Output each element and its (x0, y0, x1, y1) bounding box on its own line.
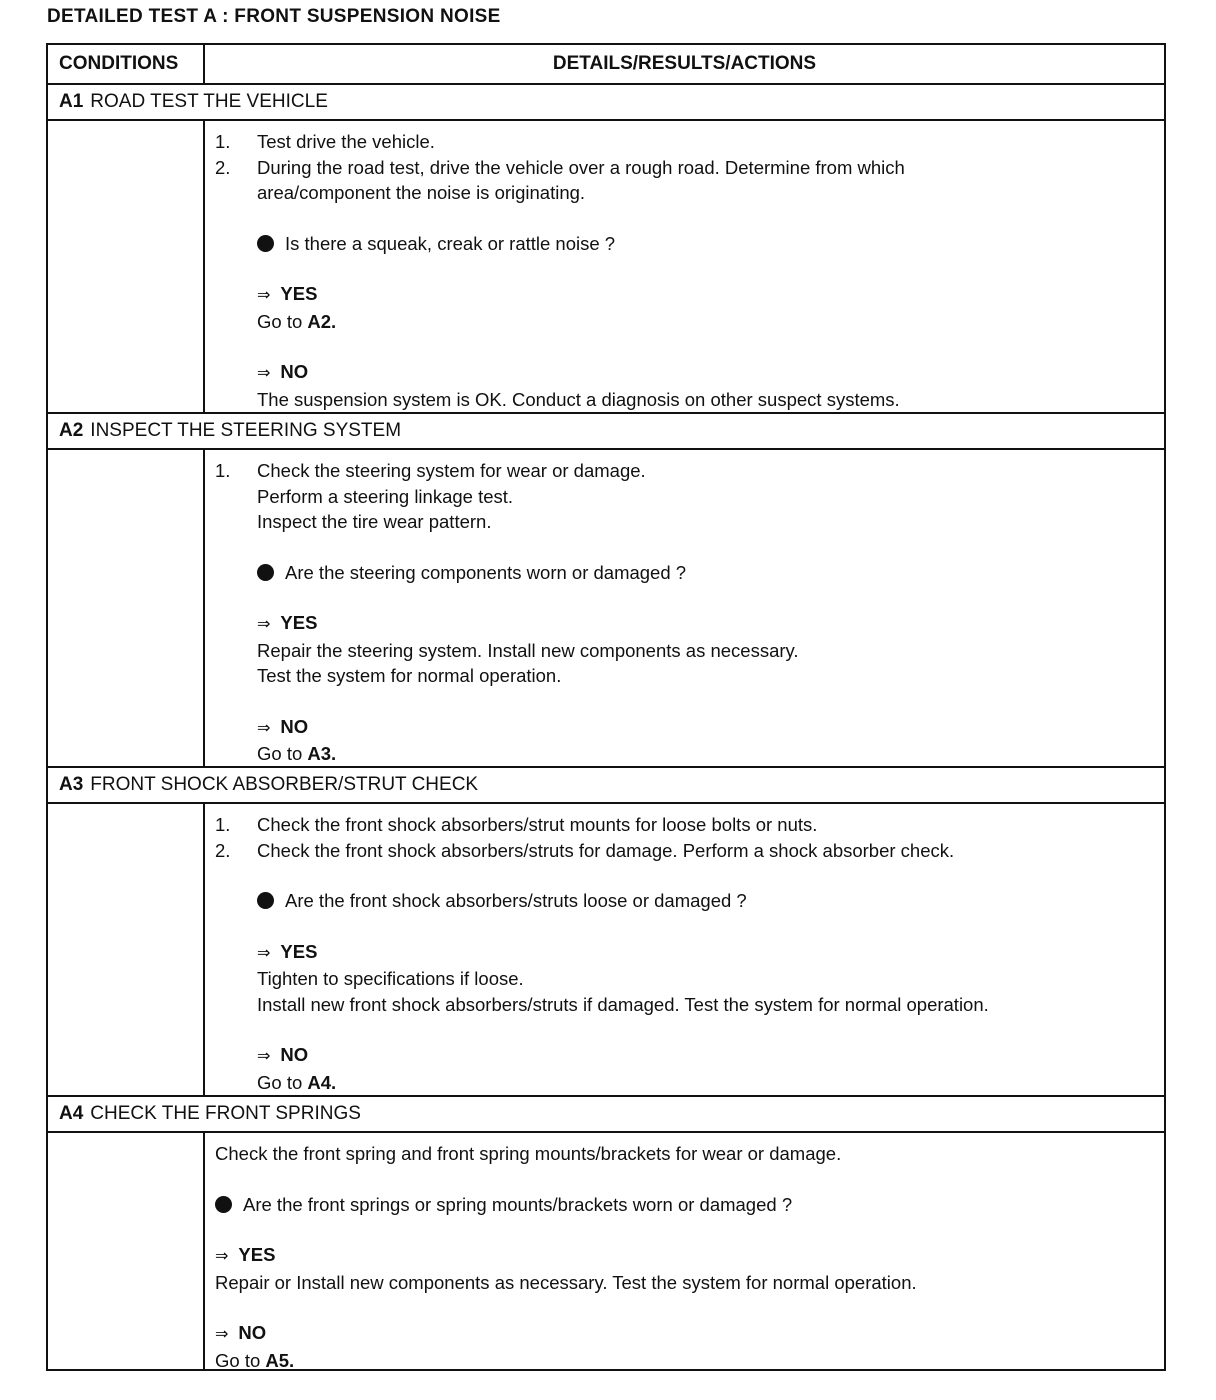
section-a4-body (48, 1133, 1164, 1369)
section-a1-title (48, 85, 1164, 121)
no-action: Go to A5. (215, 1349, 295, 1371)
question (215, 560, 1154, 586)
question-text: Are the steering components worn or damaged ? (285, 561, 687, 583)
conditions-cell (48, 450, 205, 766)
yes-action: Tighten to specifications if loose. Install new front shock absorbers/struts if damaged. Test the system for normal operation. (257, 968, 989, 1015)
arrow-right-icon: ⇒ (257, 944, 271, 962)
question-text: Is there a squeak, creak or rattle noise ? (285, 232, 616, 254)
intro-text: Check the front spring and front spring mounts/brackets for wear or damage. (215, 1143, 842, 1164)
arrow-right-icon: ⇒ (257, 719, 271, 737)
details-cell (205, 450, 1164, 766)
arrow-right-icon: ⇒ (257, 1048, 271, 1065)
next-step-ref: A2. (307, 310, 337, 332)
section-code: A3 (59, 774, 84, 795)
section-code: A4 (59, 1103, 84, 1124)
step-text: During the road test, drive the vehicle over a rough road. Determine from which area/component the noise is originating. (257, 156, 905, 203)
step-number: 1. (215, 814, 231, 835)
step-item (215, 458, 1154, 535)
step-item (215, 812, 1154, 838)
question (215, 1192, 1154, 1218)
step-text: Test drive the vehicle. (257, 131, 435, 152)
no-label: ⇒ NO (257, 1044, 309, 1065)
yes-label: ⇒ YES (215, 1244, 276, 1265)
yes-label: ⇒ YES (257, 283, 318, 304)
next-step-ref: A4. (307, 1071, 337, 1093)
next-step-ref: A3. (307, 743, 337, 764)
step-text: Check the front shock absorbers/strut mounts for loose bolts or nuts. (257, 814, 818, 835)
step-text: Check the steering system for wear or damage. Perform a steering linkage test. Inspect the tire wear pattern. (257, 460, 646, 532)
no-label: ⇒ NO (257, 715, 309, 737)
section-a2-body (48, 450, 1164, 768)
yes-action: Go to A2. (257, 310, 337, 332)
section-code: A2 (59, 420, 84, 441)
section-a3-title (48, 768, 1164, 804)
yes-action: Repair or Install new components as necessary. Test the system for normal operation. (215, 1271, 917, 1293)
section-heading: FRONT SHOCK ABSORBER/STRUT CHECK (90, 774, 479, 795)
step-number: 1. (215, 460, 231, 481)
details-cell (205, 121, 1164, 412)
section-heading: ROAD TEST THE VEHICLE (90, 91, 328, 112)
section-a4-title (48, 1097, 1164, 1133)
step-text: Check the front shock absorbers/struts for damage. Perform a shock absorber check. (257, 839, 955, 861)
conditions-cell (48, 804, 205, 1095)
bullet-icon (257, 564, 274, 581)
step-item (215, 838, 1154, 864)
no-action: The suspension system is OK. Conduct a diagnosis on other suspect systems. (257, 388, 900, 410)
details-cell (205, 804, 1164, 1095)
bullet-icon (257, 892, 274, 909)
step-number: 2. (215, 156, 231, 178)
yes-label: ⇒ YES (257, 940, 318, 962)
question (215, 231, 1154, 257)
arrow-right-icon: ⇒ (257, 287, 271, 304)
conditions-cell (48, 121, 205, 412)
header-conditions: CONDITIONS (48, 45, 205, 83)
bullet-icon (215, 1196, 232, 1213)
section-heading: CHECK THE FRONT SPRINGS (90, 1103, 361, 1124)
yes-label: ⇒ YES (257, 612, 318, 633)
question (215, 888, 1154, 914)
question-text: Are the front springs or spring mounts/brackets worn or damaged ? (243, 1193, 793, 1215)
step-item (215, 155, 1154, 206)
arrow-right-icon: ⇒ (257, 616, 271, 633)
no-action: Go to A3. (257, 743, 337, 764)
step-item (215, 129, 1154, 155)
arrow-right-icon: ⇒ (215, 1326, 229, 1343)
question-text: Are the front shock absorbers/struts loose or damaged ? (285, 890, 747, 911)
arrow-right-icon: ⇒ (215, 1248, 229, 1265)
step-number: 1. (215, 131, 231, 152)
table-header (48, 45, 1164, 85)
diagnostic-table (46, 43, 1166, 1371)
step-number: 2. (215, 839, 231, 861)
no-label: ⇒ NO (257, 361, 309, 382)
section-heading: INSPECT THE STEERING SYSTEM (90, 420, 402, 441)
bullet-icon (257, 235, 274, 252)
no-label: ⇒ NO (215, 1322, 267, 1343)
next-step-ref: A5. (265, 1349, 295, 1371)
header-details: DETAILS/RESULTS/ACTIONS (552, 53, 817, 74)
no-action: Go to A4. (257, 1071, 337, 1093)
arrow-right-icon: ⇒ (257, 365, 271, 382)
document-title: DETAILED TEST A : FRONT SUSPENSION NOISE (47, 6, 501, 27)
yes-action: Repair the steering system. Install new components as necessary. Test the system for normal operation. (257, 639, 799, 686)
section-a3-body (48, 804, 1164, 1097)
conditions-cell (48, 1133, 205, 1369)
section-a1-body (48, 121, 1164, 414)
section-code: A1 (59, 91, 84, 112)
section-a2-title (48, 414, 1164, 450)
details-cell (205, 1133, 1164, 1369)
